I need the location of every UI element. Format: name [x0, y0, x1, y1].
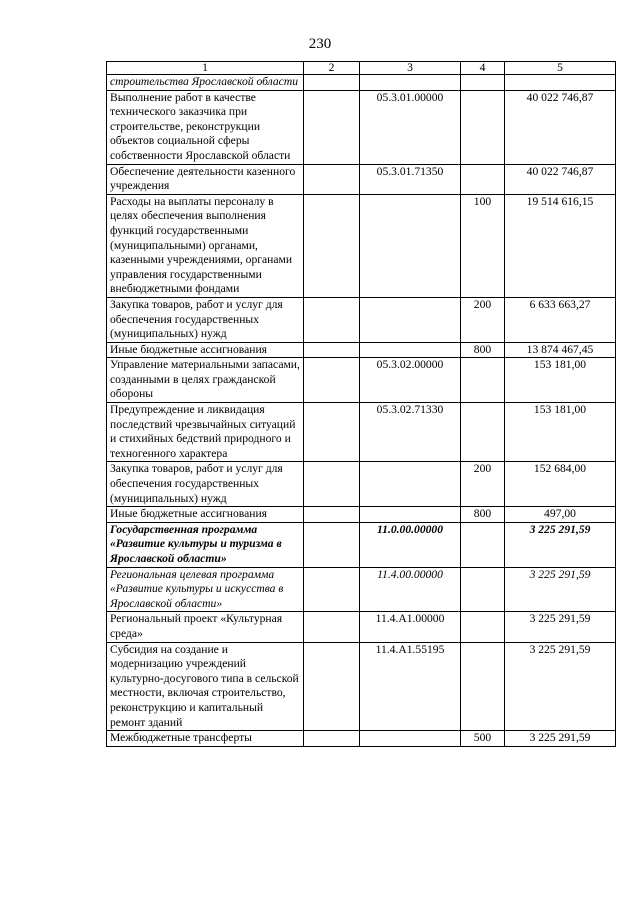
- row-col2-cell: [304, 90, 360, 164]
- row-col2-cell: [304, 403, 360, 462]
- row-type-cell: 800: [461, 507, 505, 523]
- row-type-cell: 200: [461, 462, 505, 507]
- row-col2-cell: [304, 507, 360, 523]
- table-row: [107, 358, 616, 403]
- row-code-cell: [360, 507, 461, 523]
- row-type-cell: [461, 164, 505, 194]
- column-header: 4: [461, 62, 505, 75]
- row-type-cell: [461, 522, 505, 567]
- table-row: [107, 297, 616, 342]
- row-name-cell: Расходы на выплаты персоналу в целях обеспечения выполнения функций государственными (муниципальными) органами, казенными учреждениями, органами управления государственными внебюджетными фондами: [107, 194, 304, 297]
- column-header: 2: [304, 62, 360, 75]
- column-header: 1: [107, 62, 304, 75]
- table-row: [107, 507, 616, 523]
- row-type-cell: [461, 642, 505, 731]
- row-sum-cell: 153 181,00: [505, 403, 616, 462]
- row-sum-cell: 3 225 291,59: [505, 731, 616, 747]
- row-code-cell: [360, 462, 461, 507]
- row-name-cell: Иные бюджетные ассигнования: [107, 342, 304, 358]
- table-row: [107, 731, 616, 747]
- row-type-cell: [461, 567, 505, 612]
- row-col2-cell: [304, 75, 360, 91]
- row-code-cell: 11.4.A1.00000: [360, 612, 461, 642]
- row-name-cell: строительства Ярославской области: [107, 75, 304, 91]
- table-row: [107, 403, 616, 462]
- row-sum-cell: 40 022 746,87: [505, 90, 616, 164]
- table-row: [107, 194, 616, 297]
- row-code-cell: [360, 194, 461, 297]
- row-col2-cell: [304, 194, 360, 297]
- table-row: [107, 75, 616, 91]
- row-name-cell: Государственная программа «Развитие культуры и туризма в Ярославской области»: [107, 522, 304, 567]
- row-col2-cell: [304, 731, 360, 747]
- row-type-cell: [461, 403, 505, 462]
- row-type-cell: [461, 90, 505, 164]
- row-type-cell: 100: [461, 194, 505, 297]
- row-col2-cell: [304, 342, 360, 358]
- row-code-cell: 05.3.01.71350: [360, 164, 461, 194]
- row-type-cell: [461, 612, 505, 642]
- row-sum-cell: 3 225 291,59: [505, 642, 616, 731]
- row-sum-cell: 3 225 291,59: [505, 522, 616, 567]
- row-code-cell: 11.0.00.00000: [360, 522, 461, 567]
- table-row: [107, 342, 616, 358]
- row-sum-cell: 153 181,00: [505, 358, 616, 403]
- table-row: [107, 522, 616, 567]
- row-name-cell: Предупреждение и ликвидация последствий чрезвычайных ситуаций и стихийных бедствий природного и техногенного характера: [107, 403, 304, 462]
- row-name-cell: Межбюджетные трансферты: [107, 731, 304, 747]
- row-code-cell: 05.3.02.71330: [360, 403, 461, 462]
- column-header: 5: [505, 62, 616, 75]
- row-code-cell: 05.3.01.00000: [360, 90, 461, 164]
- row-col2-cell: [304, 567, 360, 612]
- column-header: 3: [360, 62, 461, 75]
- row-type-cell: [461, 75, 505, 91]
- row-sum-cell: 152 684,00: [505, 462, 616, 507]
- row-type-cell: 500: [461, 731, 505, 747]
- row-col2-cell: [304, 642, 360, 731]
- row-type-cell: [461, 358, 505, 403]
- row-name-cell: Субсидия на создание и модернизацию учреждений культурно-досугового типа в сельской местности, включая строительство, реконструкцию и капитальный ремонт зданий: [107, 642, 304, 731]
- row-col2-cell: [304, 297, 360, 342]
- budget-table: [106, 61, 616, 747]
- table-row: [107, 90, 616, 164]
- page-number: 230: [308, 36, 332, 52]
- row-name-cell: Региональный проект «Культурная среда»: [107, 612, 304, 642]
- row-sum-cell: 19 514 616,15: [505, 194, 616, 297]
- row-name-cell: Региональная целевая программа «Развитие культуры и искусства в Ярославской области»: [107, 567, 304, 612]
- row-code-cell: [360, 297, 461, 342]
- row-code-cell: 11.4.A1.55195: [360, 642, 461, 731]
- row-sum-cell: [505, 75, 616, 91]
- table-row: [107, 612, 616, 642]
- table-row: [107, 164, 616, 194]
- row-sum-cell: 3 225 291,59: [505, 567, 616, 612]
- row-name-cell: Выполнение работ в качестве технического заказчика при строительстве, реконструкции объектов социальной сферы собственности Ярославской области: [107, 90, 304, 164]
- row-col2-cell: [304, 612, 360, 642]
- table-row: [107, 642, 616, 731]
- row-col2-cell: [304, 462, 360, 507]
- row-type-cell: 800: [461, 342, 505, 358]
- row-sum-cell: 40 022 746,87: [505, 164, 616, 194]
- row-code-cell: 11.4.00.00000: [360, 567, 461, 612]
- row-code-cell: [360, 75, 461, 91]
- row-type-cell: 200: [461, 297, 505, 342]
- row-name-cell: Обеспечение деятельности казенного учреждения: [107, 164, 304, 194]
- row-sum-cell: 3 225 291,59: [505, 612, 616, 642]
- row-code-cell: [360, 342, 461, 358]
- row-code-cell: 05.3.02.00000: [360, 358, 461, 403]
- row-name-cell: Управление материальными запасами, созданными в целях гражданской обороны: [107, 358, 304, 403]
- row-col2-cell: [304, 358, 360, 403]
- table-row: [107, 462, 616, 507]
- row-name-cell: Закупка товаров, работ и услуг для обеспечения государственных (муниципальных) нужд: [107, 297, 304, 342]
- row-sum-cell: 497,00: [505, 507, 616, 523]
- table-row: [107, 567, 616, 612]
- table-header-row: [107, 62, 616, 75]
- row-col2-cell: [304, 522, 360, 567]
- row-sum-cell: 13 874 467,45: [505, 342, 616, 358]
- row-code-cell: [360, 731, 461, 747]
- row-col2-cell: [304, 164, 360, 194]
- row-sum-cell: 6 633 663,27: [505, 297, 616, 342]
- row-name-cell: Иные бюджетные ассигнования: [107, 507, 304, 523]
- row-name-cell: Закупка товаров, работ и услуг для обеспечения государственных (муниципальных) нужд: [107, 462, 304, 507]
